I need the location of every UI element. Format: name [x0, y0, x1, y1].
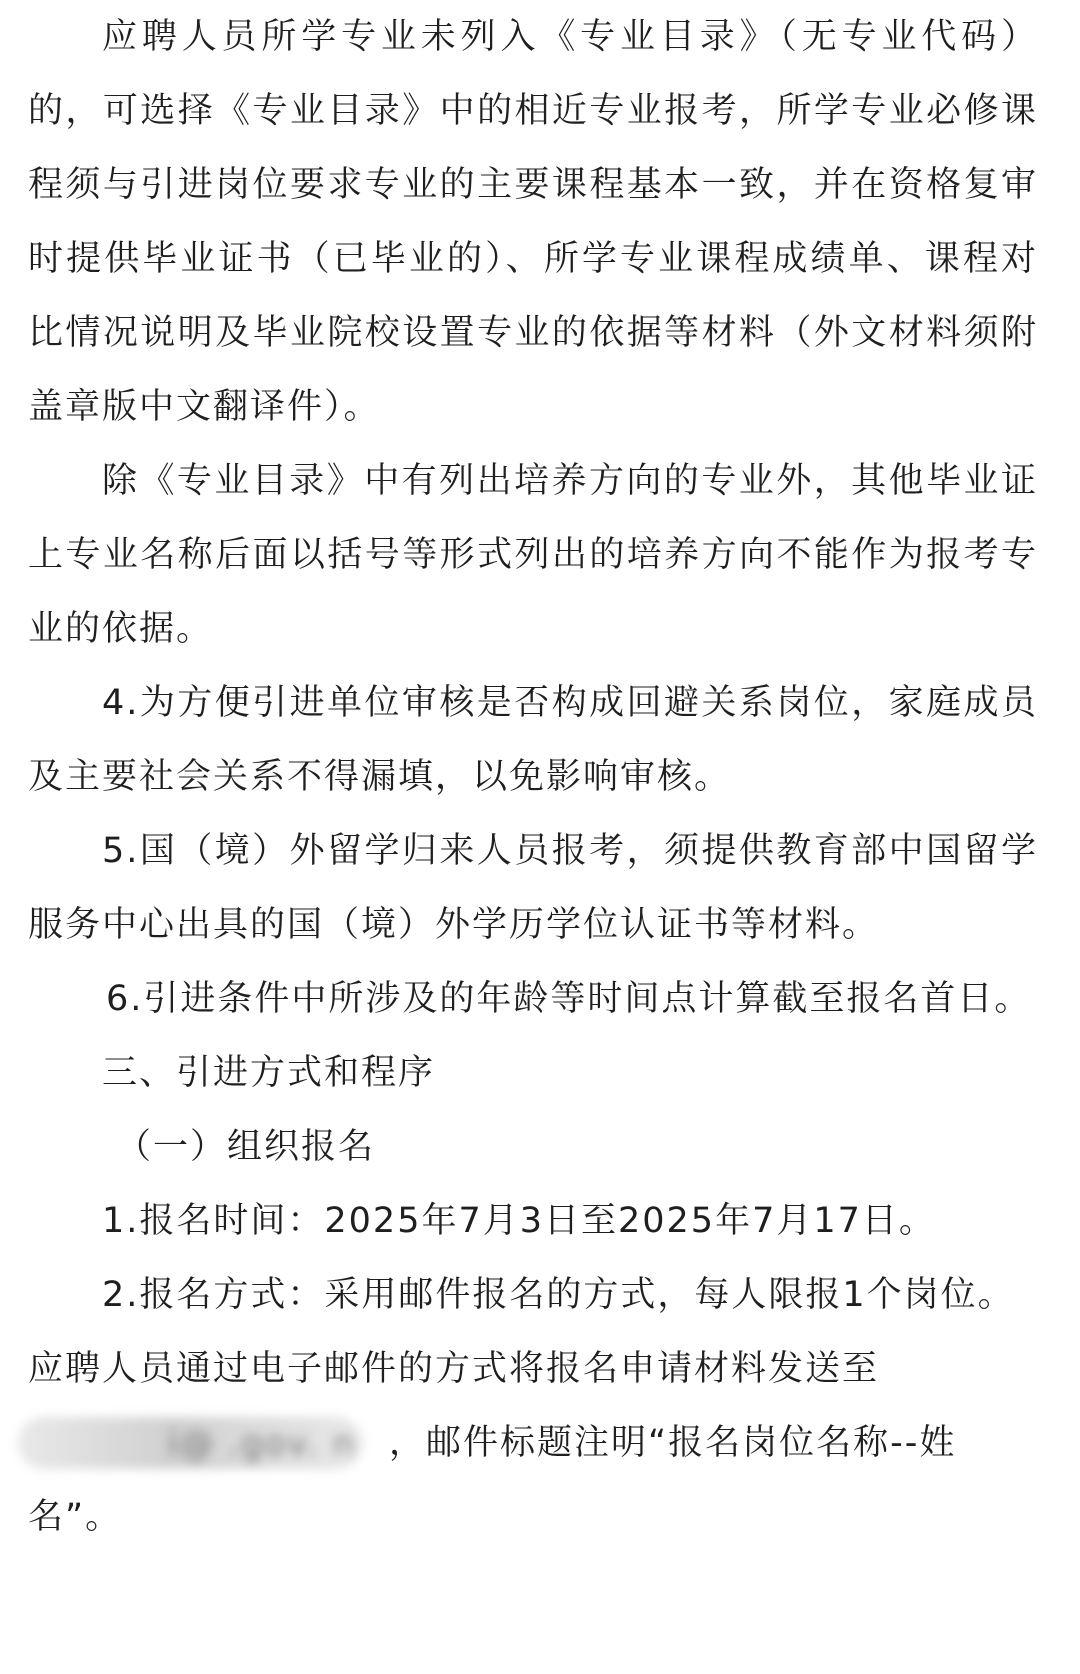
paragraph-item-6: 6.引进条件中所涉及的年龄等时间点计算截至报名首日。	[106, 979, 1032, 1019]
paragraph-item-5: 5.国（境）外留学归来人员报考，须提供教育部中国留学服务中心出具的国（境）外学历学位认证书等材料。	[28, 831, 1038, 945]
paragraph-registration-method: 2.报名方式：采用邮件报名的方式，每人限报1个岗位。	[102, 1275, 1015, 1315]
paragraph-major-not-listed: 应聘人员所学专业未列入《专业目录》（无专业代码）的，可选择《专业目录》中的相近专业报考，所学专业必修课程须与引进岗位要求专业的主要课程基本一致，并在资格复审时提供毕业证书（已毕业的）、所学专业课程成绩单、课程对比情况说明及毕业院校设置专业的依据等材料（外文材料须附盖章版中文翻译件）。	[28, 17, 1038, 427]
email-instruction-text: 应聘人员通过电子邮件的方式将报名申请材料发送至	[28, 1349, 880, 1389]
section-heading-3: 三、引进方式和程序	[102, 1053, 436, 1093]
paragraph-email-instruction-line1	[28, 1332, 1038, 1406]
redacted-email-address	[18, 1417, 363, 1469]
document-body	[28, 0, 1038, 1554]
email-title-instruction: ，邮件标题注明“报名岗位名称--姓	[389, 1423, 957, 1463]
subsection-heading-1: （一）组织报名	[116, 1127, 376, 1167]
paragraph-registration-time: 1.报名时间：2025年7月3日至2025年7月17日。	[102, 1201, 936, 1241]
paragraph-training-direction: 除《专业目录》中有列出培养方向的专业外，其他毕业证上专业名称后面以括号等形式列出的培养方向不能作为报考专业的依据。	[28, 461, 1038, 649]
email-instruction-line3: 名”。	[28, 1497, 123, 1537]
email-instruction-line2	[28, 1406, 1038, 1480]
paragraph-item-4: 4.为方便引进单位审核是否构成回避关系岗位，家庭成员及主要社会关系不得漏填，以免影响审核。	[28, 683, 1038, 797]
email-visible-fragment: i@ .gov. n	[168, 1424, 357, 1464]
